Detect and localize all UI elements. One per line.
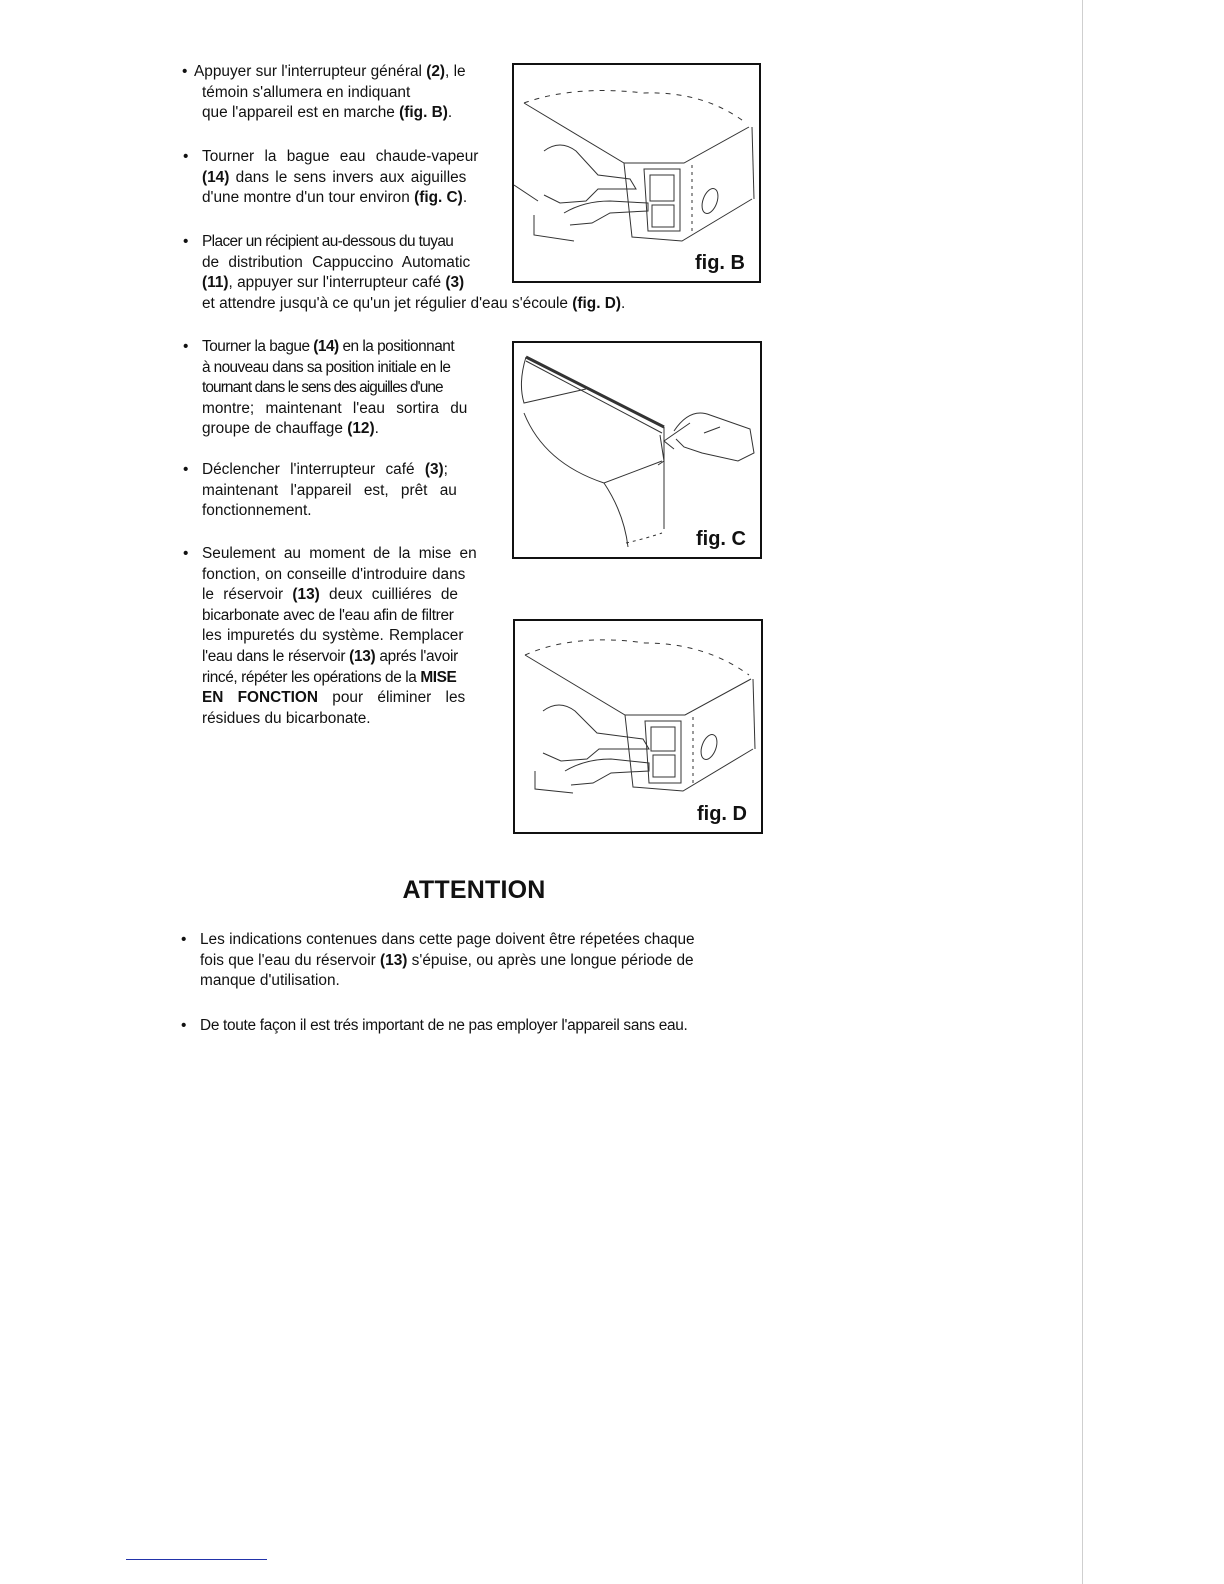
text-line — [202, 709, 502, 730]
bold-fragment: (13) — [349, 647, 376, 665]
text-fragment: montre; maintenant l'eau sortira du — [202, 399, 468, 417]
bold-fragment: (3) — [424, 461, 444, 478]
text-fragment: Placer un récipient au-dessous du tuyau — [202, 233, 454, 250]
bullet-dot: • — [183, 338, 189, 355]
text-line — [202, 294, 722, 315]
text-fragment: s'épuise, ou après une longue période de — [407, 951, 694, 969]
text-line — [202, 460, 502, 481]
text-fragment: Les indications contenues dans cette page doivent être répetées chaque — [200, 931, 695, 948]
text-fragment: groupe de chauffage — [202, 420, 348, 438]
text-fragment: fois que l'eau du réservoir — [200, 951, 381, 969]
figure-label: fig. D — [697, 803, 747, 825]
text-fragment: aprés l'avoir — [375, 647, 458, 665]
step-power-on — [182, 62, 502, 124]
text-line — [202, 188, 500, 209]
text-line — [202, 147, 500, 168]
text-line — [202, 337, 502, 358]
step-bicarbonate — [183, 544, 502, 729]
text-fragment: manque d'utilisation. — [200, 972, 340, 990]
text-fragment: fonctionnement. — [202, 502, 312, 520]
text-fragment: en la positionnant — [338, 338, 455, 355]
text-fragment: . — [374, 420, 379, 438]
text-line — [202, 668, 502, 689]
text-fragment: Déclencher l'interrupteur café — [202, 461, 425, 478]
bold-fragment: (3) — [445, 274, 465, 292]
figure-label: fig. B — [695, 252, 745, 274]
text-fragment: que l'appareil est en marche — [202, 104, 400, 122]
text-line — [202, 626, 502, 647]
step-turn-ring — [183, 147, 500, 209]
text-line — [202, 565, 502, 586]
text-line — [202, 544, 502, 565]
text-fragment: les impuretés du système. Remplacer — [202, 627, 464, 645]
figure-d — [513, 619, 763, 834]
text-fragment: , le — [445, 63, 466, 80]
text-line — [202, 688, 502, 709]
bold-fragment: (fig. B) — [399, 104, 448, 122]
bullet-dot: • — [183, 148, 189, 165]
text-line — [202, 399, 502, 420]
text-fragment: Appuyer sur l'interrupteur général — [194, 63, 427, 80]
text-line — [202, 378, 502, 399]
ring-turning-illustration — [514, 343, 760, 557]
text-line — [202, 419, 502, 440]
attention-item-no-water — [181, 1016, 780, 1037]
text-fragment: témoin s'allumera en indiquant — [202, 83, 411, 101]
text-line — [202, 606, 502, 627]
bold-fragment: (12) — [347, 420, 375, 438]
text-fragment: deux cuilliéres de — [319, 586, 458, 604]
text-fragment: maintenant l'appareil est, prêt au — [202, 481, 457, 499]
bold-fragment: (13) — [292, 586, 320, 604]
text-fragment: . — [447, 104, 453, 122]
text-line — [200, 971, 770, 992]
attention-heading: ATTENTION — [402, 876, 546, 904]
text-fragment: pour éliminer les — [318, 689, 466, 707]
text-fragment: ; — [443, 461, 448, 478]
bold-fragment: (2) — [426, 63, 446, 80]
text-line — [202, 168, 500, 189]
machine-switch-illustration — [514, 65, 759, 281]
step-reposition-ring — [183, 337, 502, 440]
text-fragment: résidues du bicarbonate. — [202, 709, 371, 727]
text-fragment: De toute façon il est trés important de ne pas employer l'appareil sans eau. — [200, 1017, 688, 1034]
figure-b — [512, 63, 761, 283]
bullet-dot: • — [183, 545, 189, 562]
text-fragment: à nouveau dans sa position initiale en le — [202, 358, 451, 376]
text-line — [202, 103, 502, 124]
text-fragment: le réservoir — [202, 586, 293, 604]
text-line — [200, 930, 770, 951]
text-line — [202, 501, 502, 522]
bullet-dot: • — [181, 931, 187, 948]
bullet-dot: • — [183, 233, 189, 250]
text-line — [194, 62, 502, 83]
step-release-switch — [183, 460, 502, 522]
text-fragment: fonction, on conseille d'introduire dans — [202, 565, 466, 583]
text-line — [202, 481, 502, 502]
bold-fragment: EN FONCTION — [202, 689, 319, 707]
text-fragment: l'eau dans le réservoir — [202, 647, 350, 665]
attention-item-refill — [181, 930, 770, 992]
bold-fragment: (fig. C) — [414, 189, 463, 207]
text-line — [202, 647, 502, 668]
bold-fragment: (14) — [202, 168, 230, 186]
bold-fragment: (fig. D) — [572, 294, 621, 312]
bold-fragment: (11) — [202, 274, 229, 292]
text-fragment: . — [621, 294, 626, 312]
text-fragment: Tourner la bague eau chaude-vapeur — [202, 148, 479, 165]
text-line — [202, 585, 502, 606]
text-fragment: dans le sens invers aux aiguilles — [229, 168, 467, 186]
text-fragment: bicarbonate avec de l'eau afin de filtrer — [202, 606, 454, 624]
text-line — [202, 358, 502, 379]
bullet-dot: • — [182, 63, 188, 80]
bullet-dot: • — [181, 1017, 187, 1034]
text-line — [200, 1016, 780, 1037]
text-fragment: d'une montre d'un tour environ — [202, 189, 415, 207]
text-line — [202, 83, 502, 104]
text-fragment: . — [462, 189, 468, 207]
text-fragment: , appuyer sur l'interrupteur café — [228, 274, 446, 292]
footer-rule — [126, 1559, 267, 1560]
text-fragment: Seulement au moment de la mise en — [202, 545, 477, 562]
machine-coffee-switch-illustration — [515, 621, 761, 832]
text-line — [200, 951, 770, 972]
bold-fragment: MISE — [420, 668, 457, 686]
text-fragment: tournant dans le sens des aiguilles d'une — [202, 379, 443, 397]
text-fragment: de distribution Cappuccino Automatic — [202, 253, 471, 271]
text-fragment: rincé, répéter les opérations de la — [202, 668, 421, 686]
text-fragment: Tourner la bague — [202, 338, 314, 355]
bold-fragment: (13) — [380, 951, 408, 969]
bold-fragment: (14) — [313, 338, 339, 355]
figure-label: fig. C — [696, 528, 746, 550]
bullet-dot: • — [183, 461, 189, 478]
page-edge-rule — [1082, 0, 1083, 1584]
figure-c — [512, 341, 762, 559]
text-fragment: et attendre jusqu'à ce qu'un jet régulier d'eau s'écoule — [202, 294, 573, 312]
